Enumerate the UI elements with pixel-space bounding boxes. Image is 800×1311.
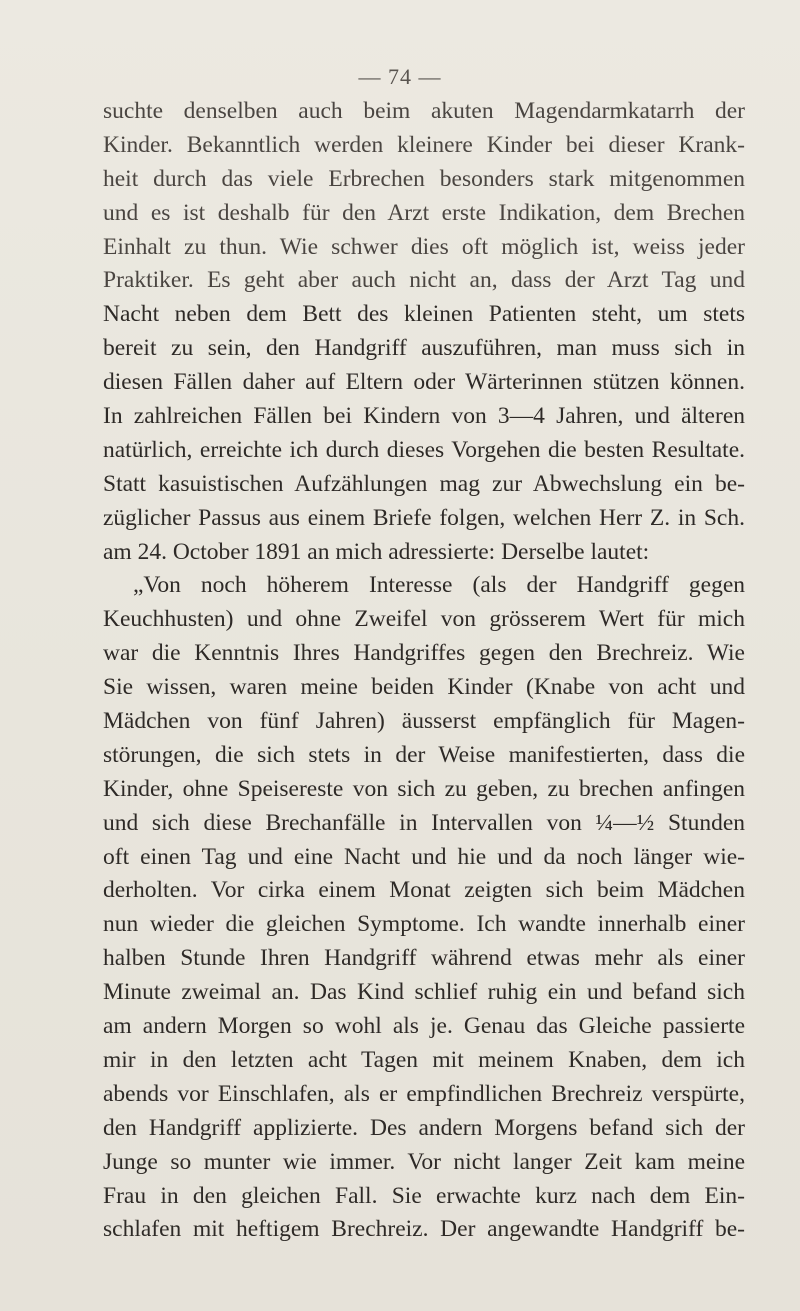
text-line: heit durch das viele Erbrechen besonders stark mitgenommen xyxy=(103,165,745,192)
text-line: am 24. October 1891 an mich adressierte: Derselbe lautet: xyxy=(103,538,650,565)
text-line: Frau in den gleichen Fall. Sie erwachte kurz nach dem Ein- xyxy=(103,1182,745,1209)
text-line: am andern Morgen so wohl als je. Genau das Gleiche passierte xyxy=(103,1013,745,1040)
text-line: Minute zweimal an. Das Kind schlief ruhig ein und befand sich xyxy=(103,979,745,1006)
text-line: schlafen mit heftigem Brechreiz. Der angewandte Handgriff be- xyxy=(103,1216,745,1243)
text-line: bereit zu sein, den Handgriff auszuführen, man muss sich in xyxy=(103,335,745,362)
text-line: halben Stunde Ihren Handgriff während etwas mehr als einer xyxy=(103,945,745,972)
text-line: und es ist deshalb für den Arzt erste Indikation, dem Brechen xyxy=(103,199,745,226)
text-line: abends vor Einschlafen, als er empfindlichen Brechreiz verspürte, xyxy=(103,1080,745,1107)
page-number: — 74 — xyxy=(358,64,442,89)
text-line: diesen Fällen daher auf Eltern oder Wärterinnen stützen können. xyxy=(103,369,745,396)
text-line: störungen, die sich stets in der Weise manifestierten, dass die xyxy=(103,741,745,768)
text-line: Einhalt zu thun. Wie schwer dies oft möglich ist, weiss jeder xyxy=(103,233,745,260)
text-line: den Handgriff applizierte. Des andern Morgens befand sich der xyxy=(103,1114,745,1141)
text-line: Nacht neben dem Bett des kleinen Patienten steht, um stets xyxy=(103,301,745,328)
text-line: und sich diese Brechanfälle in Intervallen von ¼—½ Stunden xyxy=(103,809,745,836)
text-line: züglicher Passus aus einem Briefe folgen, welchen Herr Z. in Sch. xyxy=(103,504,745,531)
text-line: Mädchen von fünf Jahren) äusserst empfänglich für Magen- xyxy=(103,708,745,735)
text-line: Junge so munter wie immer. Vor nicht langer Zeit kam meine xyxy=(103,1148,745,1175)
text-line: war die Kenntnis Ihres Handgriffes gegen den Brechreiz. Wie xyxy=(103,640,745,667)
text-line: Keuchhusten) und ohne Zweifel von grösserem Wert für mich xyxy=(103,606,745,633)
text-line: natürlich, erreichte ich durch dieses Vorgehen die besten Resultate. xyxy=(103,436,745,463)
text-line: Kinder, ohne Speisereste von sich zu geben, zu brechen anfingen xyxy=(103,775,745,802)
text-line: mir in den letzten acht Tagen mit meinem Knaben, dem ich xyxy=(103,1046,745,1073)
text-line: In zahlreichen Fällen bei Kindern von 3—4 Jahren, und älteren xyxy=(103,403,745,430)
text-line: oft einen Tag und eine Nacht und hie und da noch länger wie- xyxy=(103,843,745,870)
text-line: Kinder. Bekanntlich werden kleinere Kinder bei dieser Krank- xyxy=(103,131,745,158)
text-line: nun wieder die gleichen Symptome. Ich wandte innerhalb einer xyxy=(103,911,745,938)
text-line: Sie wissen, waren meine beiden Kinder (Knabe von acht und xyxy=(103,674,745,701)
text-line: suchte denselben auch beim akuten Magendarmkatarrh der xyxy=(103,98,745,124)
body-text xyxy=(103,95,745,1247)
text-line: Praktiker. Es geht aber auch nicht an, dass der Arzt Tag und xyxy=(103,267,745,294)
text-line: Statt kasuistischen Aufzählungen mag zur Abwechslung ein be- xyxy=(103,470,745,497)
text-line: „Von noch höherem Interesse (als der Handgriff gegen xyxy=(133,572,745,599)
text-line: derholten. Vor cirka einem Monat zeigten sich beim Mädchen xyxy=(103,877,745,904)
